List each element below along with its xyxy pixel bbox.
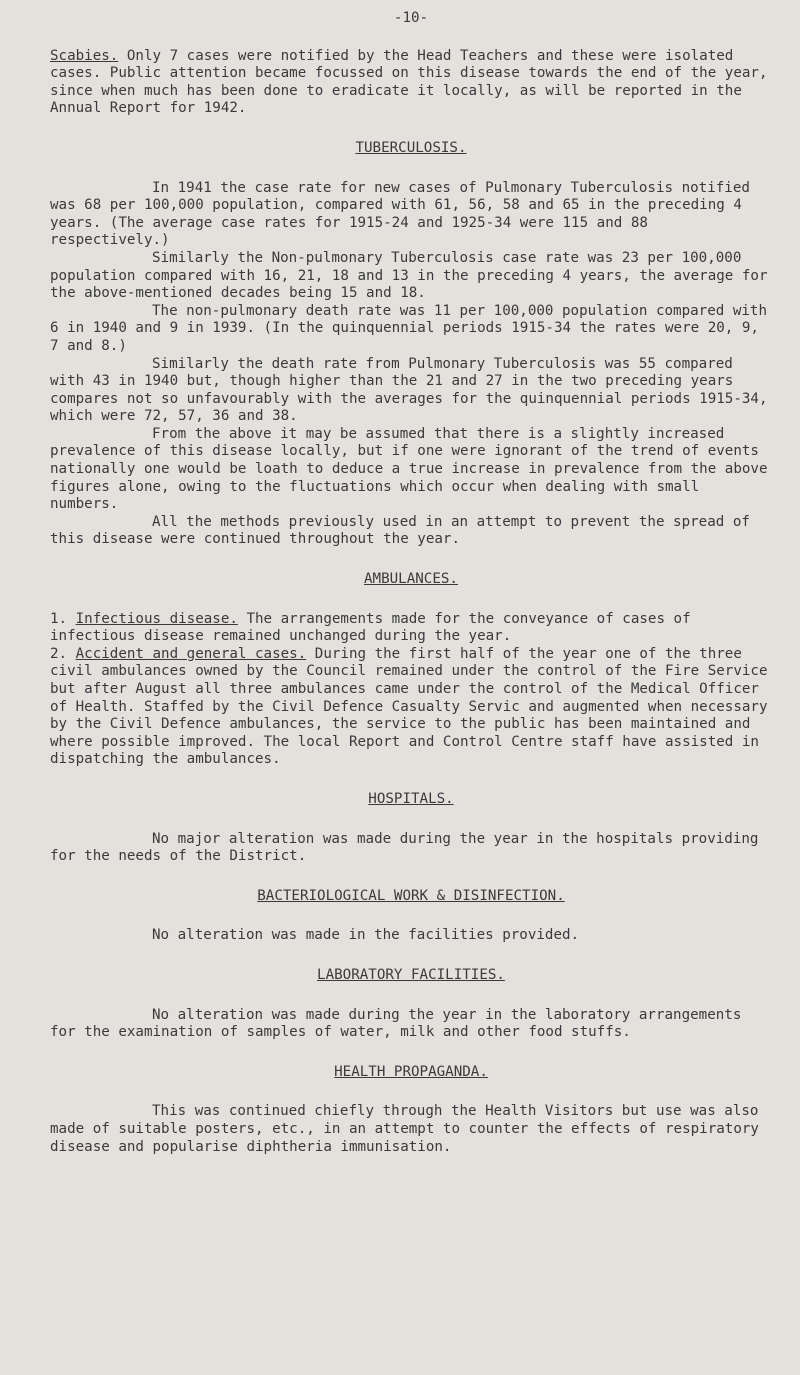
item-text: The arrangements made for the conveyance of cases of infectious disease remained unchanged during the year. <box>50 610 691 645</box>
item-label: Accident and general cases. <box>75 645 307 662</box>
tb-paragraph: All the methods previously used in an attempt to prevent the spread of this disease were continued throughout the year. <box>50 513 750 548</box>
ambulance-item-accident <box>50 646 772 769</box>
bacteriological-paragraph: No alteration was made in the facilities provided. <box>152 927 580 944</box>
tb-paragraph: Similarly the death rate from Pulmonary Tuberculosis was 55 compared with 43 in 1940 but, though higher than the 21 and 27 in the two preceding years compares not so unfavourably with the averages for the quinquennial periods 1915-34, which were 72, 57, 36 and 38. <box>50 355 768 425</box>
propaganda-paragraph: This was continued chiefly through the Health Visitors but use was also made of suitable posters, etc., in an attempt to counter the effects of respiratory disease and popularise diphtheria immunisation. <box>50 1103 759 1155</box>
scabies-label: Scabies. <box>50 47 119 64</box>
tb-paragraph: In 1941 the case rate for new cases of Pulmonary Tuberculosis notified was 68 per 100,000 population, compared with 61, 56, 58 and 65 in the preceding 4 years. (The average case rates for 1915-24 and 1925-34 were 115 and 88 respectively.) <box>50 179 750 249</box>
scabies-text: Only 7 cases were notified by the Head Teachers and these were isolated cases. Public attention became focussed on this disease towards the end of the year, since when much has been done to eradicate it locally, as will be reported in the Annual Report for 1942. <box>50 47 768 117</box>
item-label: Infectious disease. <box>75 610 238 627</box>
item-text: During the first half of the year one of the three civil ambulances owned by the Council remained under the control of the Fire Service but after August all three ambulances came under the control of the Medical Officer of Health. Staffed by the Civil Defence Casualty Servic and augmented when necessary by the Civil Defence ambulances, the service to the public has been maintained and where possible improved. The local Report and Control Centre staff have assisted in dispatching the ambulances. <box>50 645 768 768</box>
ambulance-item-infectious <box>50 611 772 646</box>
laboratory-heading: LABORATORY FACILITIES. <box>317 966 505 983</box>
tb-paragraph: Similarly the Non-pulmonary Tuberculosis case rate was 23 per 100,000 population compared with 16, 21, 18 and 13 in the preceding 4 years, the average for the above-mentioned decades being 15 and 18. <box>50 249 768 302</box>
item-number: 2. <box>50 645 76 662</box>
tb-paragraph: The non-pulmonary death rate was 11 per 100,000 population compared with 6 in 1940 and 9 in 1939. (In the quinquennial periods 1915-34 the rates were 20, 9, 7 and 8.) <box>50 302 767 354</box>
bacteriological-heading: BACTERIOLOGICAL WORK & DISINFECTION. <box>257 887 565 904</box>
hospitals-heading: HOSPITALS. <box>368 790 454 807</box>
hospitals-paragraph: No major alteration was made during the year in the hospitals providing for the needs of the District. <box>50 830 759 865</box>
page-number: -10- <box>393 10 429 26</box>
propaganda-heading: HEALTH PROPAGANDA. <box>334 1063 488 1080</box>
laboratory-paragraph: No alteration was made during the year in the laboratory arrangements for the examination of samples of water, milk and other food stuffs. <box>50 1006 742 1041</box>
tuberculosis-heading: TUBERCULOSIS. <box>355 139 467 156</box>
scabies-paragraph <box>50 48 772 118</box>
item-number: 1. <box>50 610 76 627</box>
tb-paragraph: From the above it may be assumed that there is a slightly increased prevalence of this disease locally, but if one were ignorant of the trend of events nationally one would be loath to deduce a true increase in prevalence from the above figures alone, owing to the fluctuations which occur when dealing with small numbers. <box>50 425 768 513</box>
ambulances-heading: AMBULANCES. <box>364 571 458 588</box>
